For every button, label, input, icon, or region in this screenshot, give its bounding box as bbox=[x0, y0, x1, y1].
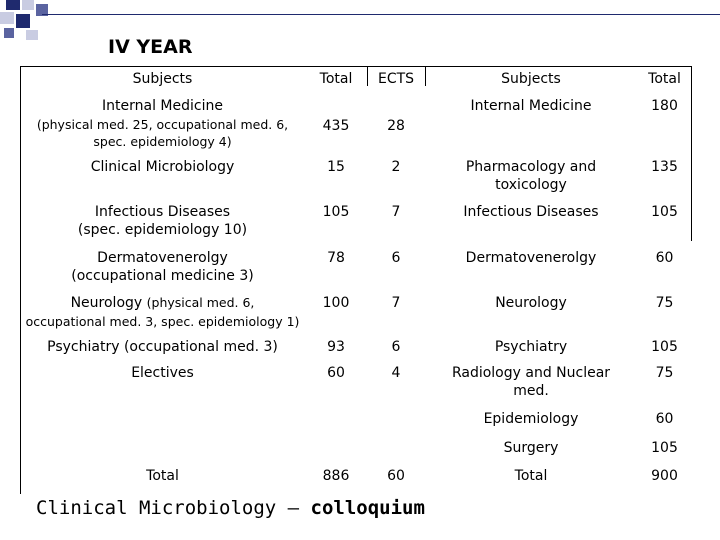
caption-text: Clinical Microbiology – bbox=[36, 497, 311, 519]
curriculum-table bbox=[20, 66, 692, 494]
header-total-right: Total bbox=[648, 71, 681, 87]
header-rule bbox=[42, 14, 720, 15]
header-subjects-left: Subjects bbox=[132, 71, 193, 87]
row-left-subject: Electives bbox=[131, 365, 194, 381]
row-right-total: 105 bbox=[651, 440, 678, 456]
row-right-total: 105 bbox=[651, 339, 678, 355]
row-left-total: 435 bbox=[322, 118, 350, 134]
row-right-subject: Epidemiology bbox=[483, 411, 579, 427]
row-right-subject: Pharmacology and toxicology bbox=[465, 159, 597, 193]
header-subjects-right: Subjects bbox=[501, 71, 561, 87]
row-right-total: 75 bbox=[655, 365, 674, 381]
row-left-total: 105 bbox=[322, 204, 350, 220]
totals-left-label: Total bbox=[146, 468, 179, 484]
row-ects: 7 bbox=[391, 204, 401, 220]
row-left-subject-line bbox=[20, 338, 305, 356]
column-divider bbox=[425, 66, 426, 86]
row-ects: 7 bbox=[391, 295, 401, 311]
row-left-note: (physical med. 25, occupational med. 6, spec. epidemiology 4) bbox=[36, 117, 289, 149]
row-left-subject: Neurology bbox=[70, 295, 143, 311]
totals-ects-value: 60 bbox=[387, 468, 405, 484]
row-right-total: 135 bbox=[651, 159, 678, 175]
row-left-note-inline: (occupational med. 3) bbox=[123, 339, 278, 355]
row-left-total: 93 bbox=[327, 339, 345, 355]
row-left-subject: Clinical Microbiology bbox=[90, 159, 235, 175]
row-right-subject: Dermatovenerolgy bbox=[465, 250, 597, 266]
row-left-note-inline: (physical med. 6, bbox=[146, 295, 255, 310]
totals-right-label: Total bbox=[514, 468, 548, 484]
totals-left-value: 886 bbox=[322, 468, 350, 484]
column-divider bbox=[367, 66, 368, 86]
table-top-border bbox=[20, 66, 692, 67]
page-title: IV YEAR bbox=[108, 36, 193, 58]
row-right-subject: Internal Medicine bbox=[470, 98, 592, 114]
row-right-total: 60 bbox=[655, 250, 674, 266]
totals-right-value: 900 bbox=[651, 468, 678, 484]
row-right-total: 75 bbox=[655, 295, 674, 311]
row-left-subject-line bbox=[20, 294, 305, 312]
row-right-total: 105 bbox=[651, 204, 678, 220]
row-left-subject: Infectious Diseases bbox=[94, 204, 231, 220]
row-left-note: (occupational medicine 3) bbox=[71, 268, 254, 284]
row-right-total: 180 bbox=[651, 98, 678, 114]
row-ects: 2 bbox=[391, 159, 401, 175]
row-right-subject: Neurology bbox=[495, 295, 567, 311]
row-left-subject: Internal Medicine bbox=[102, 98, 223, 114]
row-ects: 28 bbox=[387, 118, 405, 134]
row-left-subject: Psychiatry bbox=[47, 339, 120, 355]
row-right-subject: Radiology and Nuclear med. bbox=[451, 365, 611, 399]
row-left-total: 78 bbox=[327, 250, 345, 266]
row-ects: 4 bbox=[391, 365, 401, 381]
row-left-note: (spec. epidemiology 10) bbox=[77, 222, 248, 238]
row-ects: 6 bbox=[391, 250, 401, 266]
row-right-subject: Psychiatry bbox=[494, 339, 568, 355]
caption-bold: colloquium bbox=[310, 497, 425, 519]
header-ects: ECTS bbox=[377, 71, 415, 87]
row-left-total: 60 bbox=[327, 365, 345, 381]
row-right-subject: Surgery bbox=[503, 440, 559, 456]
row-ects: 6 bbox=[391, 339, 401, 355]
row-left-total: 15 bbox=[327, 159, 345, 175]
footer-caption bbox=[36, 497, 425, 519]
row-left-total: 100 bbox=[322, 295, 350, 311]
header-total-left: Total bbox=[319, 71, 353, 87]
row-right-subject: Infectious Diseases bbox=[463, 204, 599, 220]
row-left-subject: Dermatovenerolgy bbox=[97, 250, 228, 266]
row-left-note: occupational med. 3, spec. epidemiology 1) bbox=[25, 314, 300, 329]
row-right-total: 60 bbox=[655, 411, 674, 427]
